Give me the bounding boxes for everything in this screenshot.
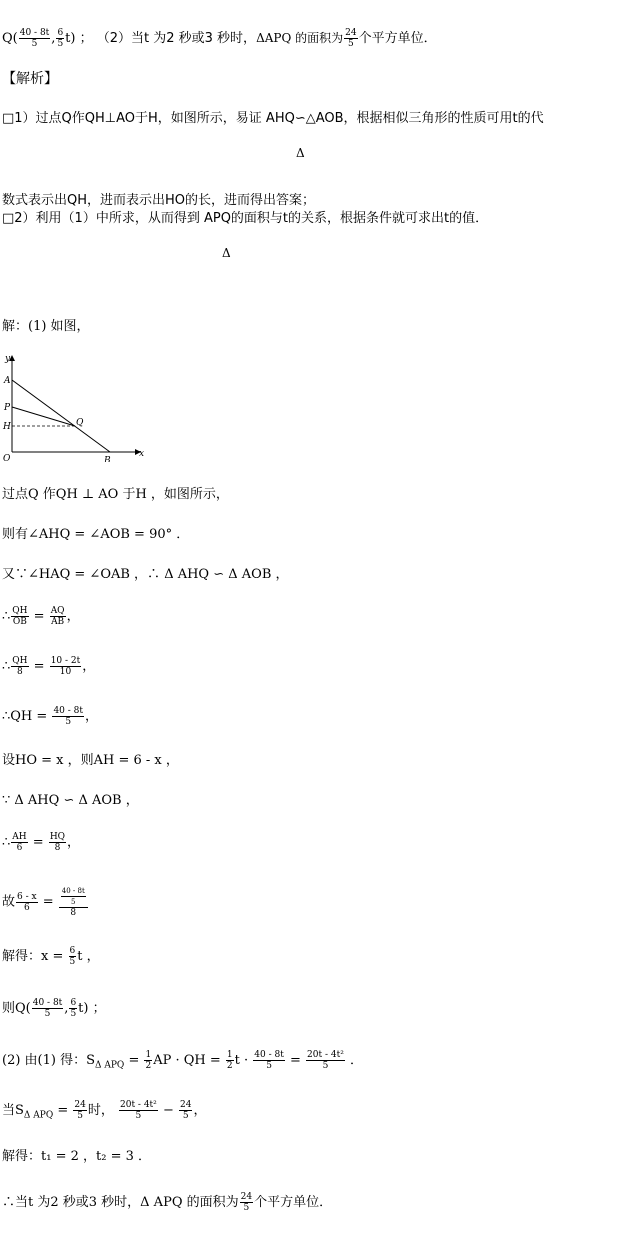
text: 时， [87, 1103, 114, 1118]
solution-step: 过点Q 作QH ⊥ AO 于H ，如图所示， [2, 487, 229, 502]
numerator: QH [12, 606, 28, 616]
denominator: 5 [57, 39, 64, 49]
denominator: 2 [226, 1061, 233, 1071]
fraction [11, 656, 28, 677]
text: ． [349, 1053, 363, 1068]
denominator: 5 [71, 898, 76, 906]
numerator: 40 - 8t [53, 706, 83, 716]
solution-step: ∴ $\frac{QH}{8}$ = $\frac{10 - 2t}{10}$ ， [2, 656, 96, 677]
denominator: 2 [145, 1061, 152, 1071]
denominator: 5 [266, 1061, 272, 1071]
denominator: 8 [17, 667, 23, 677]
numerator: AH [12, 832, 27, 842]
text: (2) 由(1) 得：S [2, 1053, 95, 1068]
numerator: 6 - x [17, 891, 37, 902]
text: （2）当t 为2 秒或3 秒时， [96, 31, 257, 46]
label-x: x [139, 449, 145, 459]
text: = [290, 1053, 301, 1068]
denominator: 6 [16, 843, 23, 853]
numerator: 40 - 8t [32, 998, 63, 1008]
denominator: 6 [23, 902, 30, 913]
denominator: AB [51, 617, 65, 627]
text: = [57, 1103, 69, 1118]
compound-fraction [59, 886, 88, 918]
text: ， [85, 709, 99, 724]
numerator: AQ [50, 606, 65, 616]
numerator: 6 [69, 946, 76, 956]
text: ， [67, 835, 81, 850]
solution-intro: 解：(1) 如图， [2, 319, 90, 334]
fraction [73, 1100, 86, 1121]
numerator: 40 - 8t [19, 28, 50, 38]
denominator: 10 [59, 667, 72, 677]
numerator: 24 [240, 1192, 253, 1202]
text: ∴ [2, 659, 11, 674]
denominator: 5 [322, 1061, 329, 1071]
text: AP · QH = [153, 1053, 221, 1068]
text: ∴当t 为2 秒或3 秒时，Δ APQ 的面积为 [2, 1195, 239, 1210]
label-y: y [5, 354, 11, 364]
fraction [306, 1050, 345, 1071]
text: 个平方单位． [254, 1195, 333, 1210]
text: ， [66, 609, 80, 624]
fraction [144, 1050, 152, 1071]
geometry-figure [2, 352, 152, 462]
numerator: 24 [345, 28, 357, 38]
text: t · [234, 1053, 249, 1068]
solution-step: 解得：t₁ = 2 ，t₂ = 3 ． [2, 1149, 151, 1164]
denominator: 5 [347, 39, 354, 49]
denominator: 5 [69, 957, 76, 967]
fraction [240, 1192, 253, 1213]
solution-step: 故 $\frac{6 - x}{6}$ = $\frac{\frac{40 - 8t}{5}}{8}$ [2, 886, 89, 918]
text: 则Q( [2, 1001, 31, 1016]
analysis-p1b: 数式表示出QH，进而表示出HO的长，进而得出答案； [2, 193, 316, 208]
denominator: 5 [135, 1111, 142, 1121]
subscript: Δ APQ [95, 1060, 125, 1071]
text: 个平方单位． [358, 31, 437, 46]
denominator: 5 [44, 1009, 51, 1019]
fraction [69, 998, 77, 1019]
analysis-p2: □2）利用（1）中所求，从而得到 APQ的面积与t的关系，根据条件就可求出t的值． [2, 211, 489, 226]
solution-step: 设HO = x ，则AH = 6 - x ， [2, 753, 179, 768]
solution-step [2, 1100, 206, 1125]
solution-step: ∴ $\frac{AH}{6}$ = $\frac{HQ}{8}$ ， [2, 832, 81, 853]
fraction [16, 892, 38, 913]
numerator: 6 [57, 28, 64, 38]
label-h: H [3, 422, 11, 432]
text: t) ； [65, 31, 93, 46]
text: ΔAPQ 的面积为 [256, 31, 344, 45]
label-o: O [3, 454, 11, 462]
triangle-symbol: Δ [296, 146, 305, 160]
numerator: 20t - 4t² [120, 1100, 157, 1110]
segment-ab [12, 380, 110, 452]
text: = [128, 1053, 140, 1068]
fraction [52, 706, 84, 727]
numerator [59, 886, 88, 908]
solution-conclusion [2, 1192, 332, 1213]
numerator: 40 - 8t [61, 887, 85, 895]
text: ， [193, 1103, 207, 1118]
denominator: 8 [54, 843, 61, 853]
text: 解得：x = [2, 949, 64, 964]
text: Q( [2, 31, 18, 46]
text: 当S [2, 1103, 24, 1118]
fraction [61, 886, 86, 907]
denominator: 5 [243, 1203, 250, 1213]
fraction [50, 606, 66, 627]
numerator: 10 - 2t [50, 656, 81, 666]
fraction [344, 28, 357, 49]
solution-step: ∴ $\frac{QH}{OB}$ = $\frac{AQ}{AB}$ ， [2, 606, 80, 627]
answer-line: Q( $\frac{40 - 8t}{5}$ , $\frac{6}{5}$ t) ； （2）当t 为2 秒或3 秒时，ΔAPQ 的面积为 $\frac{24}{5}$ 个平方单位． [2, 28, 437, 49]
fraction [226, 1050, 234, 1071]
solution-step: 则Q( $\frac{40 - 8t}{5}$ , $\frac{6}{5}$ t) ； [2, 998, 106, 1019]
fraction [19, 28, 51, 49]
text: t) ； [78, 1001, 106, 1016]
solution-step: 又∵∠HAQ = ∠OAB ，∴ Δ AHQ ∽ Δ AOB ， [2, 567, 289, 582]
solution-step: ∵ Δ AHQ ∽ Δ AOB ， [2, 793, 139, 808]
text: ， [82, 659, 96, 674]
numerator: 40 - 8t [254, 1050, 284, 1060]
denominator: 5 [70, 1009, 77, 1019]
text: t ， [77, 949, 100, 964]
solution-step [2, 946, 100, 967]
denominator: 5 [31, 39, 38, 49]
denominator: 5 [182, 1111, 189, 1121]
fraction [11, 832, 27, 853]
label-p: P [4, 403, 11, 413]
solution-step: 则有∠AHQ = ∠AOB = 90° ． [2, 527, 190, 542]
numerator: 20t - 4t² [307, 1050, 344, 1060]
fraction [56, 28, 64, 49]
text: − [162, 1103, 174, 1118]
fraction [49, 832, 66, 853]
denominator: 8 [70, 908, 77, 918]
triangle-symbol: Δ [222, 246, 231, 260]
label-b: B [104, 456, 111, 462]
analysis-p1: □1）过点Q作QH⊥AO于H，如图所示，易证 AHQ∽△AOB，根据相似三角形的性质可用t的代 [2, 111, 544, 126]
fraction [32, 998, 64, 1019]
numerator: 24 [74, 1100, 86, 1110]
numerator: 1 [145, 1050, 152, 1060]
analysis-title: 【解析】 [2, 71, 58, 87]
text: ∴QH = [2, 709, 48, 724]
fraction [119, 1100, 158, 1121]
text: 故 [2, 894, 16, 910]
numerator: QH [12, 656, 28, 666]
segment-pq [12, 407, 75, 426]
numerator: 1 [226, 1050, 233, 1060]
fraction [11, 606, 28, 627]
denominator: 5 [65, 717, 72, 727]
solution-step [2, 1050, 363, 1075]
text: ∴ [2, 609, 11, 624]
fraction [253, 1050, 285, 1071]
label-a: A [4, 376, 11, 386]
subscript: Δ APQ [23, 1110, 54, 1121]
fraction [50, 656, 82, 677]
denominator: 5 [77, 1111, 83, 1121]
denominator: OB [12, 617, 27, 627]
label-q: Q [76, 418, 84, 428]
numerator: HQ [49, 832, 66, 842]
numerator: 24 [179, 1100, 192, 1110]
solution-step [2, 706, 98, 727]
fraction [69, 946, 77, 967]
text: ∴ [2, 835, 11, 850]
numerator: 6 [70, 998, 77, 1008]
fraction [179, 1100, 192, 1121]
